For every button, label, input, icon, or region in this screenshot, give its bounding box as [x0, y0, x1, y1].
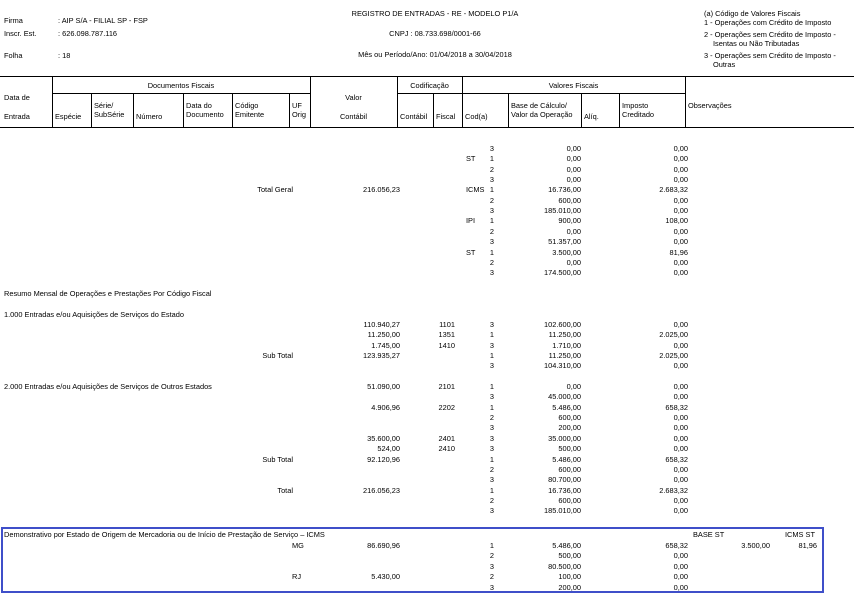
base-calculo: 185.010,00: [544, 206, 581, 216]
folha-value: : 18: [58, 51, 71, 60]
base-calculo: 0,00: [566, 257, 581, 267]
cod-valor: 3: [489, 206, 494, 216]
col-observacoes: Observações: [688, 101, 732, 110]
base-calculo: 500,00: [558, 444, 581, 454]
col-fiscal: Fiscal: [436, 112, 456, 121]
row-label: Sub Total: [262, 351, 293, 360]
base-calculo: 11.250,00: [548, 330, 581, 340]
base-calculo: 5.486,00: [552, 454, 581, 464]
col-uf-1: UF: [292, 101, 302, 110]
base-calculo: 0,00: [566, 382, 581, 391]
cfop-fiscal: 1410: [438, 340, 455, 350]
cnpj: CNPJ : 08.733.698/0001-66: [389, 29, 481, 38]
cod-valor: 3: [489, 506, 494, 516]
grid-vline: [508, 93, 509, 127]
valor-contabil: 5.430,00: [371, 572, 400, 582]
base-calculo: 0,00: [566, 164, 581, 174]
col-entrada: Entrada: [4, 112, 30, 121]
cod-valor: 3: [489, 423, 494, 433]
imposto-creditado: 0,00: [673, 582, 688, 592]
base-calculo: 80.500,00: [548, 561, 581, 571]
firma-value: : AIP S/A - FILIAL SP - FSP: [58, 16, 148, 25]
base-st-label: BASE ST: [693, 530, 725, 539]
grid-line-fiscal: [397, 93, 685, 94]
base-calculo: 0,00: [566, 154, 581, 164]
base-calculo: 102.600,00: [544, 319, 581, 329]
cod-valor: 3: [489, 433, 494, 443]
imposto-creditado: 0,00: [673, 551, 688, 561]
imposto-creditado: 0,00: [673, 144, 688, 153]
legend-line-3: Isentas ou Não Tributadas: [713, 39, 800, 48]
imposto-creditado: 0,00: [673, 206, 688, 216]
firma-label: Firma: [4, 16, 23, 25]
cod-valor: 3: [489, 475, 494, 485]
cod-valor: 3: [489, 392, 494, 402]
cod-valor: 3: [489, 319, 494, 329]
base-calculo: 16.736,00: [548, 485, 581, 495]
valor-contabil: 1.745,00: [371, 340, 400, 350]
imposto-creditado: 0,00: [673, 361, 688, 371]
cod-valor: 2: [489, 551, 494, 561]
grid-vline: [685, 76, 686, 127]
icms-st-value: 81,96: [798, 541, 817, 550]
cfop-fiscal: 2401: [438, 433, 455, 443]
cod-valor: 3: [489, 175, 494, 185]
imposto-creditado: 0,00: [673, 464, 688, 474]
base-calculo: 0,00: [566, 226, 581, 236]
base-calculo: 11.250,00: [548, 351, 581, 360]
section-heading: Resumo Mensal de Operações e Prestações Por Código Fiscal: [4, 288, 212, 298]
col-imposto-2: Creditado: [622, 110, 655, 119]
base-calculo: 35.000,00: [548, 433, 581, 443]
grid-line-bottom: [0, 127, 854, 128]
cod-valor: 1: [489, 382, 494, 391]
base-calculo: 600,00: [558, 464, 581, 474]
col-data-doc-2: Documento: [186, 110, 224, 119]
imposto-creditado: 108,00: [665, 216, 688, 226]
imposto-creditado: 0,00: [673, 195, 688, 205]
base-calculo: 45.000,00: [548, 392, 581, 402]
base-calculo: 5.486,00: [552, 402, 581, 412]
base-calculo: 0,00: [566, 175, 581, 185]
imposto-creditado: 2.025,00: [659, 330, 688, 340]
cod-valor: 2: [489, 572, 494, 582]
row-label: Total: [277, 485, 293, 495]
valor-contabil: 110.940,27: [363, 319, 400, 329]
valor-contabil: 92.120,96: [367, 454, 400, 464]
imposto-creditado: 81,96: [669, 247, 688, 257]
base-calculo: 174.500,00: [544, 268, 581, 278]
base-calculo: 1.710,00: [552, 340, 581, 350]
base-calculo: 600,00: [558, 195, 581, 205]
col-aliq: Alíq.: [584, 112, 599, 121]
imposto-creditado: 2.683,32: [659, 185, 688, 195]
imposto-creditado: 0,00: [673, 382, 688, 391]
grid-vline: [289, 93, 290, 127]
tax-type: IPI: [466, 216, 476, 226]
base-calculo: 200,00: [558, 582, 581, 592]
base-st-value: 3.500,00: [741, 541, 770, 550]
cod-valor: 2: [489, 464, 494, 474]
imposto-creditado: 0,00: [673, 561, 688, 571]
base-calculo: 104.310,00: [544, 361, 581, 371]
col-valores-fiscais: Valores Fiscais: [548, 81, 599, 90]
col-coda: Cod(a): [465, 112, 488, 121]
periodo: Mês ou Período/Ano: 01/04/2018 a 30/04/2018: [358, 50, 512, 59]
valor-contabil: 4.906,96: [371, 402, 400, 412]
imposto-creditado: 0,00: [673, 495, 688, 505]
cod-valor: 3: [489, 361, 494, 371]
imposto-creditado: 0,00: [673, 444, 688, 454]
row-label: Sub Total: [262, 454, 293, 464]
grid-vline: [581, 93, 582, 127]
col-data-doc-1: Data do: [186, 101, 212, 110]
imposto-creditado: 2.025,00: [659, 351, 688, 360]
tax-type: ST: [466, 247, 476, 257]
grid-vline: [232, 93, 233, 127]
cod-valor: 3: [489, 340, 494, 350]
imposto-creditado: 658,32: [665, 402, 688, 412]
grid-vline: [133, 93, 134, 127]
imposto-creditado: 0,00: [673, 475, 688, 485]
col-data-de: Data de: [4, 93, 30, 102]
cod-valor: 1: [489, 216, 494, 226]
imposto-creditado: 0,00: [673, 572, 688, 582]
legend-line-1: 1 - Operações com Crédito de Imposto: [704, 18, 832, 27]
valor-contabil: 216.056,23: [363, 485, 400, 495]
cod-valor: 2: [489, 257, 494, 267]
cod-valor: 1: [489, 541, 494, 550]
imposto-creditado: 0,00: [673, 226, 688, 236]
tax-type: ICMS: [466, 185, 485, 195]
inscr-value: : 626.098.787.116: [58, 29, 118, 38]
cod-valor: 1: [489, 185, 494, 195]
valor-contabil: 123.935,27: [363, 351, 400, 360]
valor-contabil: 35.600,00: [367, 433, 400, 443]
base-calculo: 185.010,00: [544, 506, 581, 516]
cod-valor: 1: [489, 485, 494, 495]
base-calculo: 0,00: [566, 144, 581, 153]
cod-valor: 2: [489, 195, 494, 205]
imposto-creditado: 0,00: [673, 319, 688, 329]
valor-contabil: 524,00: [377, 444, 400, 454]
cod-valor: 1: [489, 454, 494, 464]
icms-st-label: ICMS ST: [785, 530, 815, 539]
imposto-creditado: 0,00: [673, 340, 688, 350]
base-calculo: 5.486,00: [552, 541, 581, 550]
cod-valor: 1: [489, 330, 494, 340]
uf-origem: RJ: [292, 572, 302, 582]
imposto-creditado: 2.683,32: [659, 485, 688, 495]
cfop-fiscal: 2202: [438, 402, 455, 412]
imposto-creditado: 0,00: [673, 268, 688, 278]
cod-valor: 2: [489, 164, 494, 174]
cod-valor: 1: [489, 154, 494, 164]
cod-valor: 3: [489, 237, 494, 247]
grid-vline: [433, 93, 434, 127]
cod-valor: 3: [489, 582, 494, 592]
imposto-creditado: 0,00: [673, 392, 688, 402]
grid-vline: [91, 93, 92, 127]
col-especie: Espécie: [55, 112, 82, 121]
base-calculo: 51.357,00: [548, 237, 581, 247]
imposto-creditado: 0,00: [673, 257, 688, 267]
imposto-creditado: 658,32: [665, 541, 688, 550]
tax-type: ST: [466, 154, 476, 164]
valor-contabil: 51.090,00: [367, 382, 400, 391]
col-serie-1: Série/: [94, 101, 114, 110]
legend-line-5: Outras: [713, 60, 736, 69]
cod-valor: 3: [489, 561, 494, 571]
cfop-fiscal: 2101: [438, 382, 455, 391]
col-contabil: Contábil: [400, 112, 428, 121]
base-calculo: 3.500,00: [552, 247, 581, 257]
cod-valor: 2: [489, 226, 494, 236]
base-calculo: 200,00: [558, 423, 581, 433]
section-heading: 2.000 Entradas e/ou Aquisições de Serviços de Outros Estados: [4, 382, 212, 391]
cod-valor: 1: [489, 402, 494, 412]
cod-valor: 2: [489, 495, 494, 505]
base-calculo: 16.736,00: [548, 185, 581, 195]
folha-label: Folha: [4, 51, 23, 60]
section-heading: 1.000 Entradas e/ou Aquisições de Serviços do Estado: [4, 309, 184, 319]
cfop-fiscal: 2410: [438, 444, 455, 454]
cod-valor: 3: [489, 444, 494, 454]
uf-origem: MG: [292, 541, 304, 550]
col-uf-2: Orig: [292, 110, 306, 119]
imposto-creditado: 0,00: [673, 413, 688, 423]
cod-valor: 1: [489, 247, 494, 257]
legend-line-4: 3 - Operações sem Crédito de Imposto -: [704, 51, 836, 60]
grid-line-top: [0, 76, 854, 77]
legend-line-0: (a) Código de Valores Fiscais: [704, 9, 801, 18]
base-calculo: 600,00: [558, 495, 581, 505]
grid-vline: [619, 93, 620, 127]
imposto-creditado: 0,00: [673, 175, 688, 185]
imposto-creditado: 0,00: [673, 433, 688, 443]
row-label: Total Geral: [257, 185, 293, 195]
col-base-1: Base de Cálculo/: [511, 101, 567, 110]
cod-valor: 2: [489, 413, 494, 423]
base-calculo: 900,00: [558, 216, 581, 226]
col-cod-emit-2: Emitente: [235, 110, 265, 119]
col-base-2: Valor da Operação: [511, 110, 573, 119]
inscr-label: Inscr. Est.: [4, 29, 37, 38]
cod-valor: 1: [489, 351, 494, 360]
col-serie-2: SubSérie: [94, 110, 125, 119]
cod-valor: 3: [489, 144, 494, 153]
demonstrativo-title: Demonstrativo por Estado de Origem de Mercadoria ou de Início de Prestação de Serviço – ICMS: [4, 530, 325, 539]
base-calculo: 500,00: [558, 551, 581, 561]
col-codificacao: Codificação: [410, 81, 449, 90]
grid-vline: [183, 93, 184, 127]
imposto-creditado: 0,00: [673, 423, 688, 433]
cfop-fiscal: 1351: [438, 330, 455, 340]
legend-line-2: 2 - Operações sem Crédito de Imposto -: [704, 30, 836, 39]
imposto-creditado: 0,00: [673, 154, 688, 164]
imposto-creditado: 658,32: [665, 454, 688, 464]
col-imposto-1: Imposto: [622, 101, 649, 110]
imposto-creditado: 0,00: [673, 506, 688, 516]
base-calculo: 600,00: [558, 413, 581, 423]
cfop-fiscal: 1101: [439, 319, 455, 329]
valor-contabil: 216.056,23: [363, 185, 400, 195]
valor-contabil: 86.690,96: [367, 541, 400, 550]
base-calculo: 100,00: [558, 572, 581, 582]
col-valor-2: Contábil: [339, 112, 368, 121]
col-valor-1: Valor: [345, 93, 362, 102]
imposto-creditado: 0,00: [673, 164, 688, 174]
col-docs-fiscais: Documentos Fiscais: [147, 81, 215, 90]
cod-valor: 3: [489, 268, 494, 278]
valor-contabil: 11.250,00: [367, 330, 400, 340]
report-title: REGISTRO DE ENTRADAS - RE - MODELO P1/A: [351, 9, 519, 18]
col-numero: Número: [136, 112, 163, 121]
imposto-creditado: 0,00: [673, 237, 688, 247]
col-cod-emit-1: Código: [235, 101, 259, 110]
base-calculo: 80.700,00: [548, 475, 581, 485]
